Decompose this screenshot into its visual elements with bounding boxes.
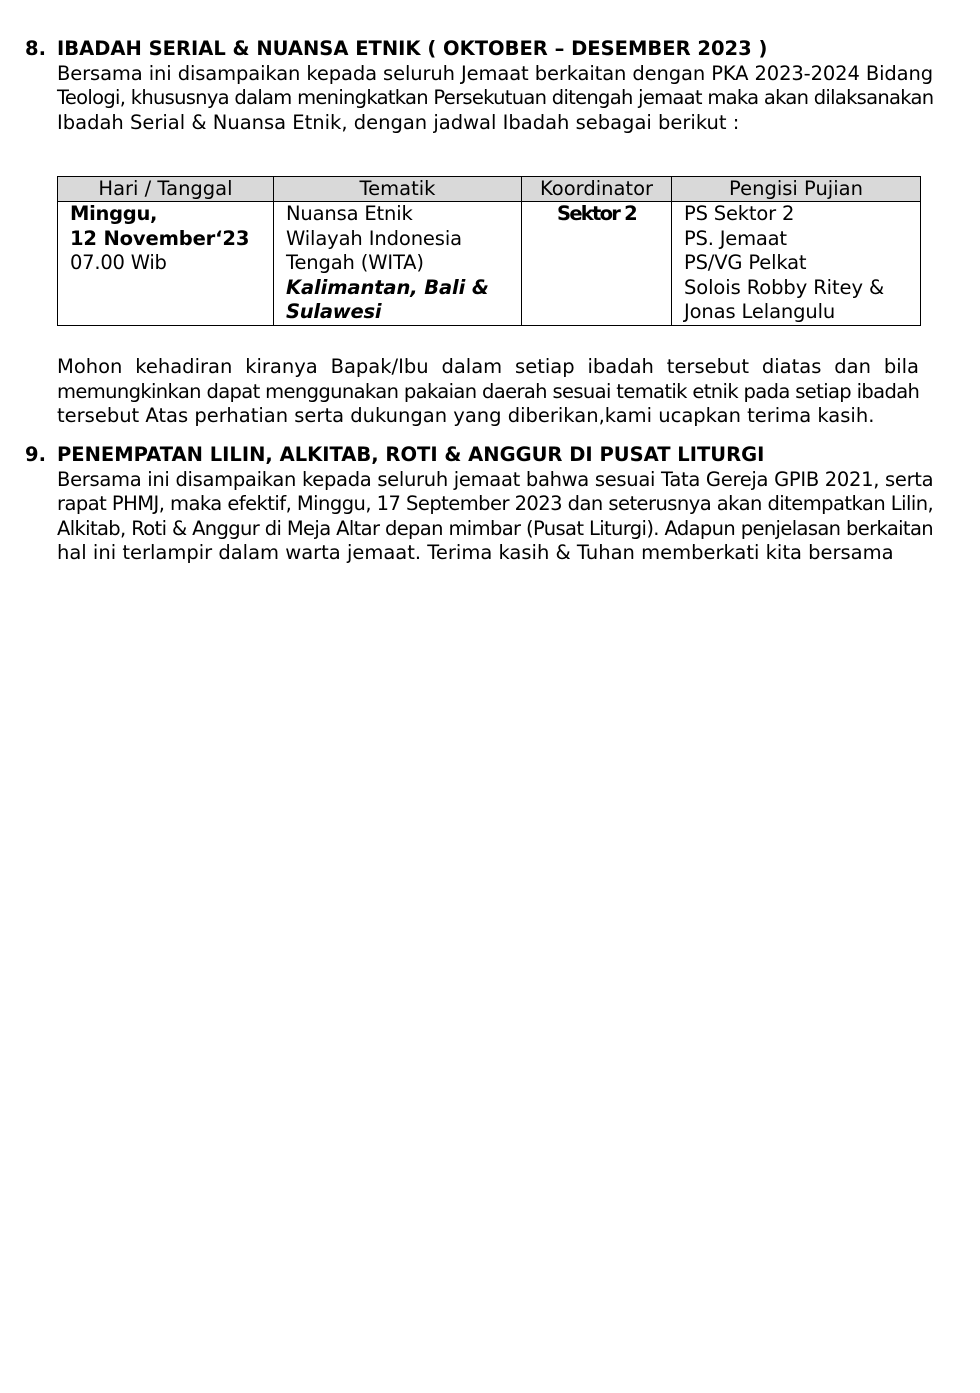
closing-line: memungkinkan dapat menggunakan pakaian daerah sesuai tematik etnik pada setiap ibadah <box>57 379 920 403</box>
section-8-intro <box>57 62 933 136</box>
schedule-table <box>57 176 921 326</box>
section-9 <box>0 443 980 566</box>
body-line: Alkitab, Roti & Anggur di Meja Altar depan mimbar (Pusat Liturgi). Adapun penjelasan berkaitan <box>57 516 933 540</box>
singer-line: PS/VG Pelkat <box>684 251 807 275</box>
closing-paragraph <box>57 355 919 429</box>
theme-region-line: Sulawesi <box>286 300 382 324</box>
closing-line: Mohon kehadiran kiranya Bapak/Ibu dalam setiap ibadah tersebut diatas dan bila <box>57 355 919 378</box>
intro-line: Bersama ini disampaikan kepada seluruh Jemaat berkaitan dengan PKA 2023-2024 Bidang <box>57 61 933 85</box>
section-9-body <box>57 468 933 566</box>
theme-line: Nuansa Etnik <box>286 202 413 225</box>
header-hari-tanggal: Hari / Tanggal <box>58 177 274 202</box>
section-9-number: 9. <box>25 443 46 466</box>
intro-line: Teologi, khususnya dalam meningkatkan Persekutuan ditengah jemaat maka akan dilaksanakan <box>57 86 934 110</box>
cell-singers <box>672 202 921 326</box>
body-line: hal ini terlampir dalam warta jemaat. Terima kasih & Tuhan memberkati kita bersama <box>57 541 894 565</box>
coordinator-text: Sektor 2 <box>557 202 636 225</box>
header-pengisi-pujian: Pengisi Pujian <box>672 177 921 202</box>
intro-line: Ibadah Serial & Nuansa Etnik, dengan jadwal Ibadah sebagai berikut : <box>57 110 740 134</box>
theme-region-line: Kalimantan, Bali & <box>286 275 489 299</box>
singer-line: Solois Robby Ritey & <box>684 275 885 299</box>
day-text: Minggu, <box>70 202 158 225</box>
section-8 <box>0 37 980 135</box>
table-row <box>58 202 921 326</box>
section-9-heading <box>0 443 980 468</box>
section-8-title: IBADAH SERIAL & NUANSA ETNIK ( OKTOBER – DESEMBER 2023 ) <box>57 37 768 60</box>
cell-theme <box>274 202 522 326</box>
singer-line: Jonas Lelangulu <box>684 300 836 324</box>
section-8-heading <box>0 37 980 62</box>
closing-line: tersebut Atas perhatian serta dukungan yang diberikan,kami ucapkan terima kasih. <box>57 404 875 428</box>
singer-line: PS. Jemaat <box>684 226 787 250</box>
table-header-row <box>58 177 921 202</box>
theme-line: Tengah (WITA) <box>286 251 424 275</box>
section-8-closing <box>0 355 980 429</box>
theme-line: Wilayah Indonesia <box>286 226 462 250</box>
body-line: Bersama ini disampaikan kepada seluruh jemaat bahwa sesuai Tata Gereja GPIB 2021, serta <box>57 467 934 491</box>
time-text: 07.00 Wib <box>70 251 167 275</box>
section-8-number: 8. <box>25 37 46 60</box>
cell-coordinator <box>522 202 672 326</box>
section-9-title: PENEMPATAN LILIN, ALKITAB, ROTI & ANGGUR DI PUSAT LITURGI <box>57 443 765 466</box>
cell-date <box>58 202 274 326</box>
header-tematik: Tematik <box>274 177 522 202</box>
date-text: 12 November‘23 <box>70 226 250 250</box>
body-line: rapat PHMJ, maka efektif, Minggu, 17 September 2023 dan seterusnya akan ditempatkan Lilin, <box>57 492 934 516</box>
singer-line: PS Sektor 2 <box>684 202 795 225</box>
header-koordinator: Koordinator <box>522 177 672 202</box>
